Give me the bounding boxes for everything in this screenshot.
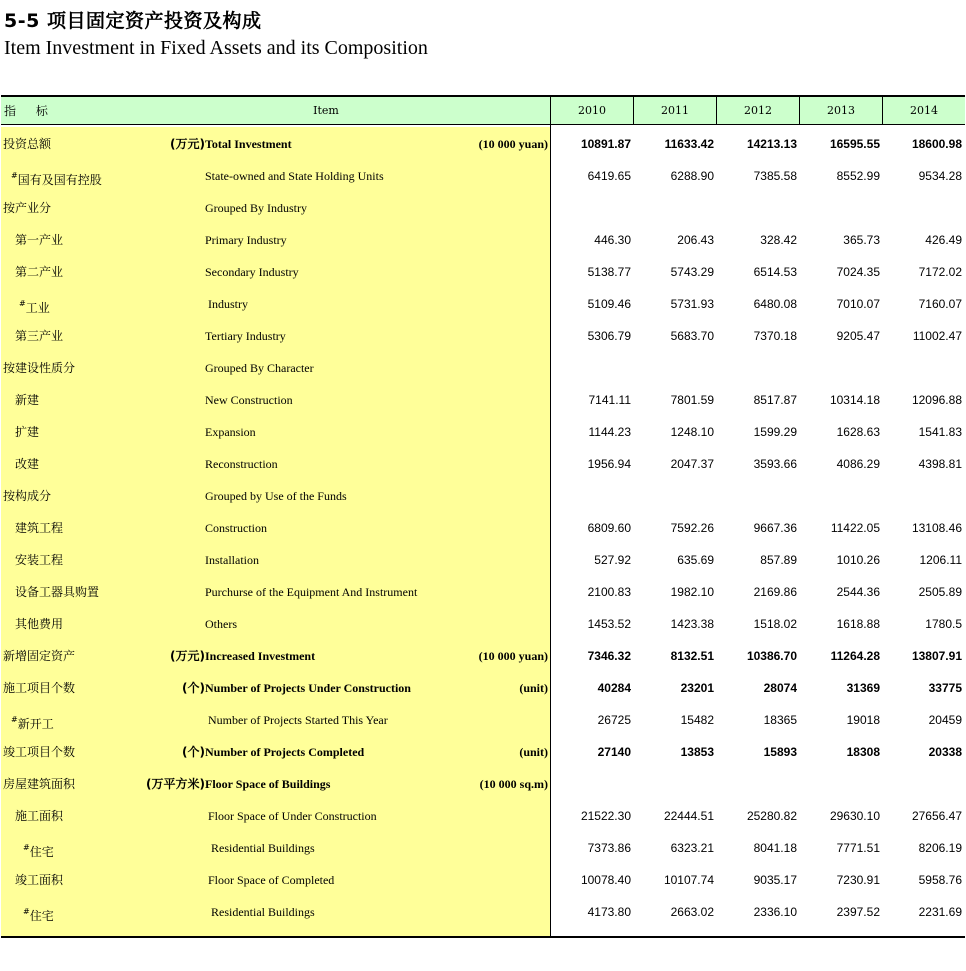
- row-value-2012: 9035.17: [753, 873, 797, 887]
- header-year-2014: 2014: [882, 97, 965, 125]
- row-indicator-cn: [15, 548, 63, 572]
- row-indicator-cn: [3, 356, 75, 380]
- row-value-2010: 1144.23: [588, 425, 631, 439]
- row-value-2014: 8206.19: [918, 841, 962, 855]
- row-value-2013: 29630.10: [829, 809, 880, 823]
- row-indicator-cn-text: 第三产业: [15, 329, 64, 343]
- row-value-2010: 1453.52: [587, 617, 631, 631]
- table-row: [1, 452, 965, 484]
- row-value-2013: 18308: [846, 745, 880, 759]
- row-value-2010: 7141.11: [588, 393, 631, 407]
- row-value-2011: 1248.10: [670, 425, 714, 439]
- row-item-en: Floor Space of Buildings: [205, 777, 331, 791]
- row-indicator-cn-text: 改建: [15, 457, 40, 471]
- table-row: [1, 292, 965, 324]
- row-value-2010: 5306.79: [587, 329, 631, 343]
- row-value-2013: 7771.51: [836, 841, 880, 855]
- row-value-2012: 7370.18: [753, 329, 797, 343]
- row-value-2014: 12096.88: [911, 393, 962, 407]
- row-value-2014: 20338: [928, 745, 962, 759]
- row-value-2012: 8041.18: [753, 841, 797, 855]
- row-value-2013: 16595.55: [829, 137, 880, 151]
- row-unit-cn: (万平方米): [146, 777, 205, 791]
- row-value-2014: 1780.5: [925, 617, 962, 631]
- row-value-2014: 426.49: [925, 233, 962, 247]
- row-indicator-cn: [3, 772, 75, 796]
- table-row: [1, 420, 965, 452]
- table-row: [1, 612, 965, 644]
- row-value-2010: 26725: [597, 713, 631, 727]
- row-item-en: Purchurse of the Equipment And Instrument: [205, 585, 418, 599]
- row-value-2010: 21522.30: [580, 809, 631, 823]
- table-row: [1, 836, 965, 868]
- row-indicator-cn-text: 第一产业: [15, 233, 64, 247]
- row-indicator-cn-text: 其他费用: [15, 617, 64, 631]
- row-item-en: Grouped By Industry: [205, 201, 307, 215]
- row-indicator-cn: [3, 644, 75, 668]
- row-indicator-cn-text: 施工项目个数: [3, 681, 76, 695]
- header-year-2010: 2010: [550, 97, 633, 125]
- row-value-2011: 15482: [680, 713, 714, 727]
- row-value-2014: 13807.91: [911, 649, 962, 663]
- row-value-2012: 3593.66: [753, 457, 797, 471]
- row-value-2014: 18600.98: [911, 137, 962, 151]
- table-row: [1, 740, 965, 772]
- row-indicator-cn-text: 安装工程: [15, 553, 64, 567]
- row-indicator-cn-text: 竣工项目个数: [3, 745, 76, 759]
- row-unit-cn: (个): [182, 745, 205, 759]
- table-row: [1, 196, 965, 228]
- row-value-2011: 8132.51: [670, 649, 714, 663]
- row-value-2012: 2169.86: [753, 585, 797, 599]
- row-unit-en: (10 000 sq.m): [479, 777, 548, 791]
- row-indicator-cn-text: 投资总额: [3, 137, 52, 151]
- row-indicator-cn-text: 按构成分: [3, 489, 52, 503]
- row-indicator-cn: [15, 324, 63, 348]
- row-item-en: Construction: [205, 521, 267, 535]
- row-unit-en: (10 000 yuan): [478, 137, 548, 151]
- row-indicator-cn-text: 住宅: [29, 845, 54, 859]
- row-value-2011: 5731.93: [670, 297, 714, 311]
- table-row: [1, 356, 965, 388]
- row-value-2013: 19018: [846, 713, 880, 727]
- row-indicator-cn-text: 按产业分: [3, 201, 52, 215]
- row-value-2010: 6809.60: [587, 521, 631, 535]
- row-value-2012: 857.89: [760, 553, 797, 567]
- table-row: [1, 484, 965, 516]
- row-value-2013: 11422.05: [830, 521, 880, 535]
- row-indicator-cn-text: 按建设性质分: [3, 361, 76, 375]
- table-row: [1, 708, 965, 740]
- row-indicator-cn: [11, 164, 102, 188]
- row-mark: #: [11, 171, 18, 180]
- row-indicator-cn: [19, 292, 50, 316]
- row-item-en: Number of Projects Completed: [205, 745, 365, 759]
- row-item-en: Others: [205, 617, 237, 631]
- row-value-2010: 2100.83: [587, 585, 631, 599]
- row-item-en: Residential Buildings: [211, 905, 315, 919]
- row-item-en: Grouped By Character: [205, 361, 314, 375]
- row-value-2014: 27656.47: [911, 809, 962, 823]
- row-value-2011: 6288.90: [670, 169, 714, 183]
- header-indicator: 指 标: [4, 104, 56, 118]
- row-value-2013: 31369: [846, 681, 880, 695]
- row-item-en: Number of Projects Under Construction: [205, 681, 411, 695]
- row-value-2011: 6323.21: [670, 841, 714, 855]
- row-item-en: Expansion: [205, 425, 256, 439]
- row-indicator-cn: [3, 484, 51, 508]
- row-value-2011: 5743.29: [670, 265, 714, 279]
- row-value-2011: 11633.42: [664, 137, 714, 151]
- row-indicator-cn: [15, 580, 99, 604]
- table-body: [1, 132, 965, 932]
- table-row: [1, 580, 965, 612]
- row-indicator-cn: [15, 452, 39, 476]
- row-value-2012: 9667.36: [753, 521, 797, 535]
- row-indicator-cn: [3, 132, 51, 156]
- table-header: [1, 95, 965, 125]
- row-mark: #: [19, 299, 26, 308]
- row-value-2014: 1541.83: [918, 425, 962, 439]
- row-value-2012: 15893: [763, 745, 797, 759]
- row-indicator-cn-text: 扩建: [15, 425, 40, 439]
- row-value-2010: 6419.65: [587, 169, 631, 183]
- row-indicator-cn: [23, 900, 54, 924]
- row-indicator-cn: [23, 836, 54, 860]
- row-value-2013: 2397.52: [836, 905, 880, 919]
- table-row: [1, 228, 965, 260]
- row-indicator-cn: [15, 868, 63, 892]
- row-value-2010: 1956.94: [587, 457, 631, 471]
- row-value-2014: 11002.47: [912, 329, 962, 343]
- row-item-en: New Construction: [205, 393, 293, 407]
- row-indicator-cn-text: 施工面积: [15, 809, 64, 823]
- row-value-2012: 25280.82: [746, 809, 797, 823]
- row-value-2012: 14213.13: [746, 137, 797, 151]
- row-value-2013: 7010.07: [836, 297, 880, 311]
- row-item-en: Industry: [208, 297, 248, 311]
- row-indicator-cn: [15, 612, 63, 636]
- row-indicator-cn-text: 房屋建筑面积: [3, 777, 76, 791]
- row-value-2013: 7230.91: [836, 873, 880, 887]
- row-value-2010: 4173.80: [587, 905, 631, 919]
- row-value-2014: 20459: [928, 713, 962, 727]
- table-row: [1, 324, 965, 356]
- row-value-2013: 1010.26: [836, 553, 880, 567]
- row-mark: #: [11, 715, 18, 724]
- row-value-2013: 10314.18: [829, 393, 880, 407]
- header-year-2012: 2012: [716, 97, 799, 125]
- row-value-2011: 22444.51: [663, 809, 714, 823]
- row-indicator-cn: [15, 516, 63, 540]
- header-year-2011: 2011: [633, 97, 716, 125]
- row-value-2012: 10386.70: [746, 649, 797, 663]
- row-item-en: Primary Industry: [205, 233, 287, 247]
- row-unit-en: (unit): [519, 745, 548, 759]
- row-unit-en: (unit): [519, 681, 548, 695]
- row-value-2013: 11264.28: [830, 649, 880, 663]
- row-value-2010: 40284: [597, 681, 631, 695]
- row-value-2011: 23201: [680, 681, 714, 695]
- row-value-2010: 10078.40: [580, 873, 631, 887]
- row-value-2013: 1618.88: [836, 617, 880, 631]
- row-value-2010: 27140: [597, 745, 631, 759]
- row-indicator-cn: [15, 804, 63, 828]
- row-value-2011: 2663.02: [670, 905, 714, 919]
- row-value-2014: 33775: [928, 681, 962, 695]
- row-unit-cn: (个): [182, 681, 205, 695]
- row-value-2010: 7373.86: [587, 841, 631, 855]
- table-row: [1, 676, 965, 708]
- row-indicator-cn: [3, 196, 51, 220]
- row-value-2010: 5109.46: [587, 297, 631, 311]
- row-value-2013: 7024.35: [836, 265, 880, 279]
- row-indicator-cn-text: 竣工面积: [15, 873, 64, 887]
- row-value-2012: 28074: [763, 681, 797, 695]
- row-value-2014: 4398.81: [918, 457, 962, 471]
- row-indicator-cn: [3, 740, 75, 764]
- row-item-en: Tertiary Industry: [205, 329, 286, 343]
- row-indicator-cn: [15, 420, 39, 444]
- row-indicator-cn-text: 工业: [25, 301, 50, 315]
- row-value-2011: 206.43: [677, 233, 714, 247]
- row-value-2011: 5683.70: [670, 329, 714, 343]
- table-row: [1, 164, 965, 196]
- row-item-en: Total Investment: [205, 137, 292, 151]
- row-value-2011: 13853: [680, 745, 714, 759]
- row-value-2012: 6514.53: [753, 265, 797, 279]
- row-item-en: State-owned and State Holding Units: [205, 169, 384, 183]
- row-item-en: Floor Space of Under Construction: [208, 809, 377, 823]
- table-row: [1, 772, 965, 804]
- row-value-2011: 10107.74: [663, 873, 714, 887]
- header-item: Item: [313, 104, 339, 117]
- row-item-en: Secondary Industry: [205, 265, 299, 279]
- row-value-2012: 328.42: [760, 233, 797, 247]
- row-value-2010: 7346.32: [587, 649, 631, 663]
- row-value-2013: 1628.63: [836, 425, 880, 439]
- row-mark: #: [23, 907, 30, 916]
- row-value-2011: 1982.10: [670, 585, 714, 599]
- row-mark: #: [23, 843, 30, 852]
- table-row: [1, 868, 965, 900]
- row-indicator-cn: [15, 228, 63, 252]
- row-value-2012: 18365: [763, 713, 797, 727]
- table-row: [1, 548, 965, 580]
- row-indicator-cn: [15, 260, 63, 284]
- row-value-2012: 2336.10: [753, 905, 797, 919]
- row-item-en: Grouped by Use of the Funds: [205, 489, 347, 503]
- row-value-2010: 5138.77: [587, 265, 631, 279]
- row-item-en: Number of Projects Started This Year: [208, 713, 388, 727]
- row-item-en: Increased Investment: [205, 649, 316, 663]
- row-value-2012: 7385.58: [753, 169, 797, 183]
- row-value-2013: 365.73: [843, 233, 880, 247]
- row-indicator-cn: [11, 708, 54, 732]
- row-indicator-cn-text: 第二产业: [15, 265, 64, 279]
- row-value-2011: 635.69: [677, 553, 714, 567]
- row-value-2012: 6480.08: [753, 297, 797, 311]
- page-title-chinese: 5-5 项目固定资产投资及构成: [4, 10, 262, 32]
- row-unit-cn: (万元): [170, 649, 205, 663]
- row-indicator-cn-text: 设备工器具购置: [15, 585, 100, 599]
- row-value-2014: 7160.07: [918, 297, 962, 311]
- row-value-2014: 5958.76: [918, 873, 962, 887]
- row-value-2011: 7801.59: [670, 393, 714, 407]
- row-item-en: Residential Buildings: [211, 841, 315, 855]
- row-item-en: Floor Space of Completed: [208, 873, 335, 887]
- table-row: [1, 388, 965, 420]
- row-value-2014: 13108.46: [911, 521, 962, 535]
- row-value-2013: 8552.99: [836, 169, 880, 183]
- row-indicator-cn: [3, 676, 75, 700]
- row-unit-en: (10 000 yuan): [478, 649, 548, 663]
- row-indicator-cn-text: 建筑工程: [15, 521, 64, 535]
- row-indicator-cn-text: 新增固定资产: [3, 649, 76, 663]
- row-indicator-cn-text: 国有及国有控股: [17, 173, 102, 187]
- page-title-english: Item Investment in Fixed Assets and its Composition: [4, 37, 428, 59]
- row-value-2014: 2231.69: [918, 905, 962, 919]
- row-value-2010: 10891.87: [580, 137, 631, 151]
- row-indicator-cn-text: 住宅: [29, 909, 54, 923]
- row-value-2013: 4086.29: [836, 457, 880, 471]
- row-indicator-cn: [15, 388, 39, 412]
- table-row: [1, 644, 965, 676]
- table-row: [1, 516, 965, 548]
- table-bottom-rule: [1, 936, 965, 938]
- row-item-en: Installation: [205, 553, 259, 567]
- row-value-2011: 2047.37: [670, 457, 714, 471]
- row-value-2014: 2505.89: [918, 585, 962, 599]
- row-value-2014: 1206.11: [919, 553, 962, 567]
- row-indicator-cn-text: 新建: [15, 393, 40, 407]
- row-value-2014: 9534.28: [918, 169, 962, 183]
- row-value-2013: 9205.47: [836, 329, 880, 343]
- header-year-2013: 2013: [799, 97, 882, 125]
- table-row: [1, 804, 965, 836]
- row-value-2010: 446.30: [594, 233, 631, 247]
- row-value-2013: 2544.36: [836, 585, 880, 599]
- row-value-2014: 7172.02: [918, 265, 962, 279]
- row-item-en: Reconstruction: [205, 457, 278, 471]
- row-value-2012: 1599.29: [753, 425, 797, 439]
- table-row: [1, 260, 965, 292]
- row-value-2011: 7592.26: [670, 521, 714, 535]
- row-indicator-cn-text: 新开工: [17, 717, 54, 731]
- table-row: [1, 900, 965, 932]
- row-value-2011: 1423.38: [670, 617, 714, 631]
- table-row: [1, 132, 965, 164]
- row-unit-cn: (万元): [170, 137, 205, 151]
- row-value-2012: 1518.02: [753, 617, 797, 631]
- row-value-2010: 527.92: [594, 553, 631, 567]
- row-value-2012: 8517.87: [753, 393, 797, 407]
